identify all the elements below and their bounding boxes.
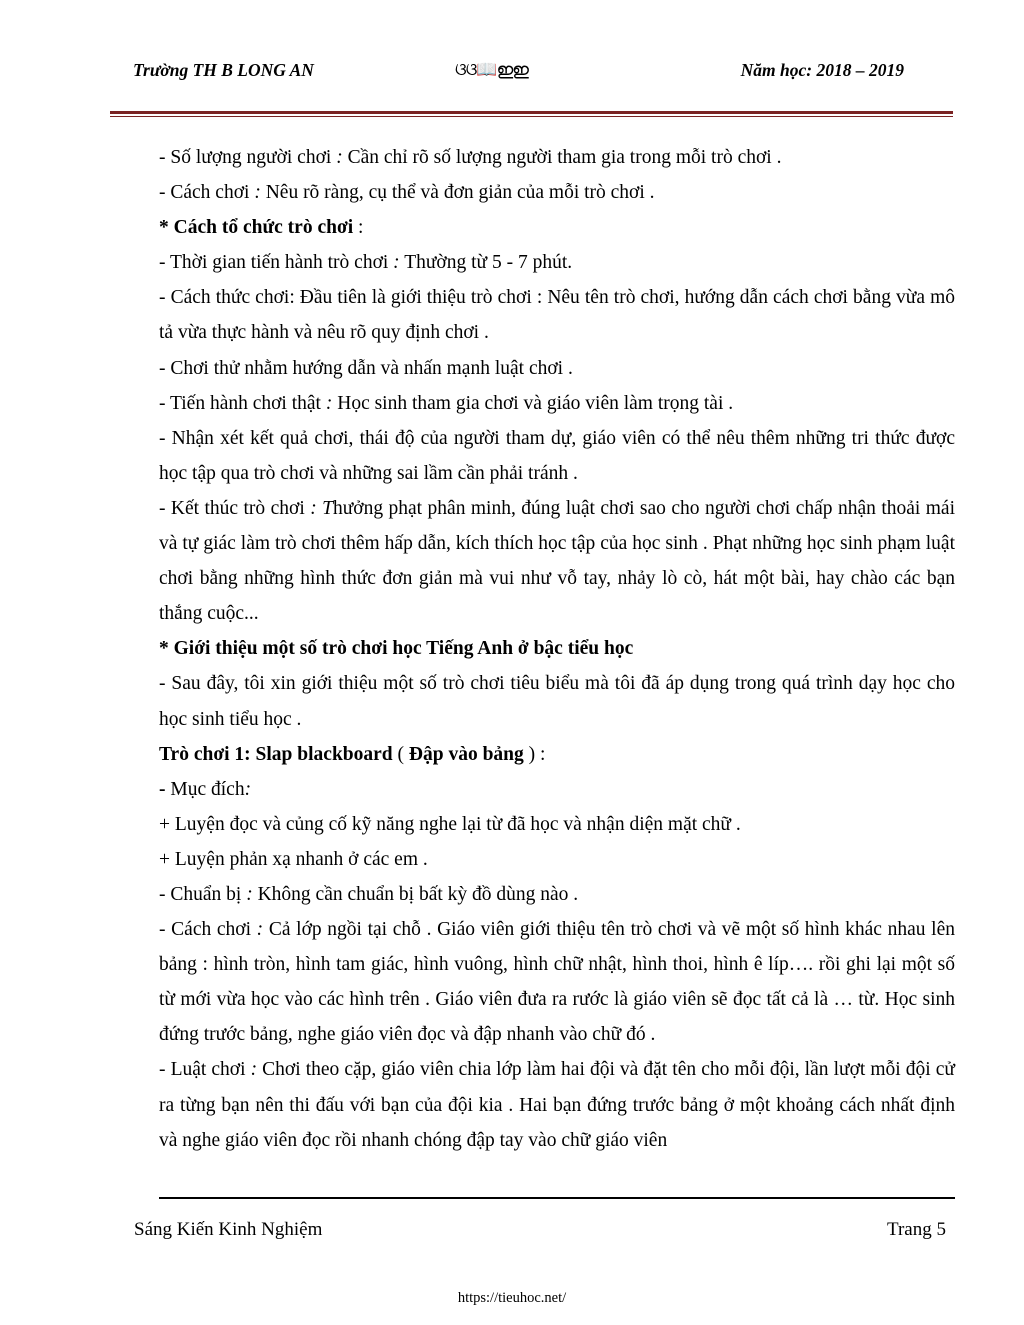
paragraph-game-method: - Cách chơi : Cả lớp ngồi tại chỗ . Giáo viên giới thiệu tên trò chơi và vẽ một số hình khác nhau lên bảng : hình tròn, hình tam giác, hình vuông, hình chữ nhật, hình thoi, hình ê líp…. rồi ghi lại một số từ mới vừa học vào các hình trên . Giáo viên đưa ra rước là giáo viên sẽ đọc tất cả là … từ. Học sinh đứng trước bảng, nghe giáo viên đọc và đập nhanh vào chữ đó . (159, 919, 955, 1046)
header-ornament: ଓଓ📖ഇഇ (455, 60, 528, 80)
paragraph-purpose-2: + Luyện phản xạ nhanh ở các em . (159, 848, 428, 870)
school-name: Trường TH B LONG AN (133, 60, 314, 80)
page-content (159, 140, 955, 1158)
source-url[interactable]: https://tieuhoc.net/ (457, 1290, 567, 1306)
paragraph-real-play: - Tiến hành chơi thật : Học sinh tham gia chơi và giáo viên làm trọng tài . (159, 392, 734, 414)
paragraph-how-to-play: - Cách chơi : Nêu rõ ràng, cụ thể và đơn giản của mỗi trò chơi . (159, 182, 655, 204)
school-year: Năm học: 2018 – 2019 (740, 60, 904, 80)
paragraph-trial: - Chơi thử nhằm hướng dẫn và nhấn mạnh luật chơi . (159, 357, 573, 379)
footer-title: Sáng Kiến Kinh Nghiệm (134, 1219, 323, 1240)
paragraph-preparation: - Chuẩn bị : Không cần chuẩn bị bất kỳ đồ dùng nào . (159, 883, 579, 905)
paragraph-purpose-1: + Luyện đọc và củng cố kỹ năng nghe lại từ đã học và nhận diện mặt chữ . (159, 813, 741, 835)
header-rule-thick (110, 111, 953, 114)
heading-game-1: Trò chơi 1: Slap blackboard ( Đập vào bảng ) : (159, 743, 546, 765)
heading-games-intro: * Giới thiệu một số trò chơi học Tiếng Anh ở bậc tiểu học (159, 638, 634, 660)
paragraph-method: - Cách thức chơi: Đầu tiên là giới thiệu trò chơi : Nêu tên trò chơi, hướng dẫn cách chơi bằng vừa mô tả vừa thực hành và nêu rõ quy định chơi . (159, 287, 955, 344)
paragraph-duration: - Thời gian tiến hành trò chơi : Thường từ 5 - 7 phút. (159, 252, 573, 274)
page-number: Trang 5 (887, 1219, 946, 1240)
paragraph-ending: - Kết thúc trò chơi : Thưởng phạt phân minh, đúng luật chơi sao cho người chơi chấp nhận thoải mái và tự giác làm trò chơi thêm hấp dẫn, kích thích học tập của học sinh . Phạt những học sinh phạm luật chơi bằng những hình thức đơn giản mà vui như vỗ tay, nhảy lò cò, hát một bài, hay chào các bạn thắng cuộc... (159, 497, 955, 625)
paragraph-player-count: - Số lượng người chơi : Cần chỉ rõ số lượng người tham gia trong mỗi trò chơi . (159, 147, 782, 168)
footer-rule (159, 1197, 955, 1199)
paragraph-intro: - Sau đây, tôi xin giới thiệu một số trò chơi tiêu biểu mà tôi đã áp dụng trong quá trình dạy học cho học sinh tiểu học . (159, 673, 955, 730)
paragraph-review: - Nhận xét kết quả chơi, thái độ của người tham dự, giáo viên có thể nêu thêm những tri thức được học tập qua trò chơi và những sai lầm cần phải tránh . (159, 427, 955, 484)
heading-organization: * Cách tổ chức trò chơi : (159, 217, 364, 239)
paragraph-purpose: - Mục đích: (159, 778, 252, 800)
paragraph-rules: - Luật chơi : Chơi theo cặp, giáo viên chia lớp làm hai đội và đặt tên cho mỗi đội, lần lượt mỗi đội cử ra từng bạn nên thi đấu với bạn của đội kia . Hai bạn đứng trước bảng ở một khoảng cách nhất định và nghe giáo viên đọc rồi nhanh chóng đập tay vào chữ giáo viên (159, 1059, 955, 1151)
header-rule-thin (110, 116, 953, 117)
page-header (133, 60, 904, 86)
